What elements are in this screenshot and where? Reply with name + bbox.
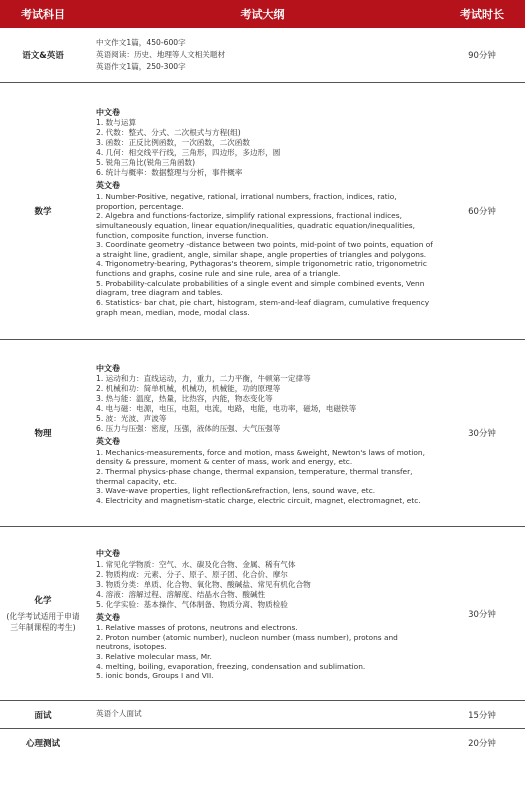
outline-line: 3. 物质分类：单质、化合物、氧化物、酸碱盐、常见有机化合物 bbox=[96, 579, 311, 589]
outline-line: 2. Algebra and functions-factorize, simplify rational expressions, fractional indices, simultaneously equation, linear equation/inequalities, quadratic equation/inequalities, function, composite function, inverse function. bbox=[96, 211, 415, 240]
header-outline: 考试大纲 bbox=[86, 0, 439, 28]
subject-cell bbox=[0, 701, 86, 729]
subject-label: 化学 bbox=[34, 595, 52, 606]
outline-line: 英语作文1篇，250-300字 bbox=[96, 61, 186, 71]
outline-line: 4. 电与磁：电源，电压，电阻，电流，电路，电能，电功率，磁场，电磁铁等 bbox=[96, 404, 357, 414]
outline-line: 1. 运动和力：直线运动，力，重力，二力平衡，牛顿第一定律等 bbox=[96, 374, 311, 384]
subject-cell bbox=[0, 527, 86, 701]
section-heading: 中文卷 bbox=[96, 549, 120, 559]
section-heading: 英文卷 bbox=[96, 437, 120, 447]
table-row bbox=[0, 28, 525, 83]
table-header bbox=[0, 0, 525, 28]
duration-cell: 30分钟 bbox=[439, 340, 525, 527]
outline-line: 英语阅读：历史、地理等人文相关题材 bbox=[96, 50, 226, 60]
table-row bbox=[0, 83, 525, 340]
outline-line: 3. 热与能：温度，热量，比热容，内能，物态变化等 bbox=[96, 394, 273, 404]
outline-line: 2. Thermal physics-phase change, thermal expansion, temperature, thermal transfer, thermal capacity, etc. bbox=[96, 466, 413, 486]
outline-line: 5. 波：光波、声波等 bbox=[96, 414, 167, 424]
outline-cell bbox=[86, 527, 439, 701]
subject-cell bbox=[0, 83, 86, 340]
section-heading: 中文卷 bbox=[96, 363, 120, 373]
subject-note: (化学考试适用于申请三年制课程的考生) bbox=[6, 611, 80, 632]
table-row bbox=[0, 527, 525, 701]
subject-cell bbox=[0, 28, 86, 83]
outline-line: 1. Number-Positive, negative, rational, irrational numbers, fraction, indices, ratio, proportion, percentage. bbox=[96, 192, 397, 211]
outline-line: 2. 代数：整式、分式、二次根式与方程(组) bbox=[96, 128, 241, 138]
outline-line: 3. Relative molecular mass, Mr. bbox=[96, 652, 212, 662]
outline-line: 4. 几何：相交线平行线，三角形，四边形，多边形，圆 bbox=[96, 148, 281, 158]
header-duration: 考试时长 bbox=[439, 0, 525, 28]
subject-label: 数学 bbox=[34, 207, 52, 217]
outline-cell bbox=[86, 701, 439, 729]
outline-line: 5. ionic bonds, Groups I and VII. bbox=[96, 671, 214, 681]
outline-line: 3. Coordinate geometry -distance between two points, mid-point of two points, equation of a straight line, gradient, angle, similar shape, angle properties of triangles and polygons. bbox=[96, 240, 433, 259]
table-row bbox=[0, 340, 525, 527]
outline-line: 中文作文1篇，450-600字 bbox=[96, 38, 186, 48]
outline-line: 4. Trigonometry-bearing, Pythagoras's theorem, simple trigonometric ratio, trigonometric functions and graphs, cosine rule and sine rule, area of a triangle. bbox=[96, 259, 427, 279]
outline-cell bbox=[86, 83, 439, 340]
subject-label: 物理 bbox=[34, 429, 52, 439]
header-subject: 考试科目 bbox=[0, 0, 86, 28]
outline-line: 5. 化学实验：基本操作、气体制备、物质分离、物质检验 bbox=[96, 599, 288, 609]
subject-label: 面试 bbox=[34, 710, 52, 721]
section-heading: 英文卷 bbox=[96, 181, 120, 191]
outline-line: 6. Statistics- bar chat, pie chart, histogram, stem-and-leaf diagram, cumulative frequency graph mean, median, mode, modal class. bbox=[96, 297, 430, 317]
subject-cell bbox=[0, 729, 86, 757]
outline-cell bbox=[86, 340, 439, 527]
outline-line: 1. Relative masses of protons, neutrons and electrons. bbox=[96, 623, 298, 633]
section-heading: 中文卷 bbox=[96, 107, 120, 117]
subject-label: 心理测试 bbox=[25, 738, 60, 749]
table-row bbox=[0, 701, 525, 729]
outline-line: 3. 函数：正反比例函数，一次函数，二次函数 bbox=[96, 138, 250, 148]
outline-line: 4. 溶液：溶解过程、溶解度、结晶水合物、酸碱性 bbox=[96, 589, 266, 599]
duration-cell: 15分钟 bbox=[439, 701, 525, 729]
outline-line: 5. 锐角三角比(锐角三角函数) bbox=[96, 158, 196, 168]
outline-line: 2. 物质构成：元素、分子、原子、原子团、化合价、摩尔 bbox=[96, 569, 288, 579]
duration-cell: 90分钟 bbox=[439, 28, 525, 83]
outline-line: 3. Wave-wave properties, light reflection&refraction, lens, sound wave, etc. bbox=[96, 486, 376, 496]
outline-line: 2. Proton number (atomic number), nucleon number (mass number), protons and neutrons, isotopes. bbox=[96, 632, 398, 652]
subject-cell bbox=[0, 340, 86, 527]
section-heading: 英文卷 bbox=[96, 612, 120, 622]
outline-line: 英语个人面试 bbox=[96, 709, 142, 719]
outline-line: 6. 压力与压强：密度，压强，液体的压强、大气压强等 bbox=[96, 424, 281, 434]
duration-cell: 30分钟 bbox=[439, 527, 525, 701]
outline-cell bbox=[86, 729, 439, 757]
duration-cell: 20分钟 bbox=[468, 738, 496, 749]
outline-line: 5. Probability-calculate probabilities of a single event and simple combined events, Venn diagram, tree diagram and tables. bbox=[96, 278, 425, 298]
outline-line: 1. 数与运算 bbox=[96, 118, 137, 128]
subject-label: 语文&英语 bbox=[22, 51, 64, 61]
outline-line: 1. Mechanics-measurements, force and motion, mass &weight, Newton's laws of motion, density & pressure, moment & center of mass, work and energy, etc. bbox=[96, 447, 425, 467]
duration-cell: 60分钟 bbox=[439, 83, 525, 340]
outline-cell bbox=[86, 28, 439, 83]
table-row bbox=[0, 729, 525, 757]
outline-line: 4. Electricity and magnetism-static charge, electric circuit, magnet, electromagnet, etc. bbox=[96, 495, 421, 505]
outline-line: 4. melting, boiling, evaporation, freezing, condensation and sublimation. bbox=[96, 661, 366, 671]
outline-line: 1. 常见化学物质：空气、水、碳及化合物、金属、稀有气体 bbox=[96, 559, 296, 569]
outline-line: 6. 统计与概率：数据整理与分析，事件概率 bbox=[96, 168, 243, 178]
outline-line: 2. 机械和功：简单机械，机械功，机械能，功的原理等 bbox=[96, 384, 281, 394]
